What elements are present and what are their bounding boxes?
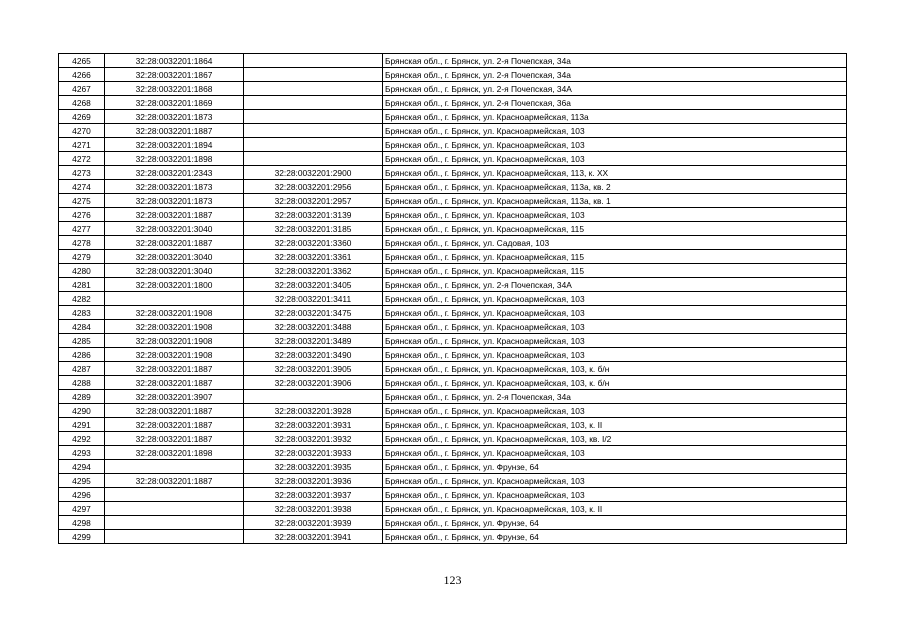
table-row (59, 292, 847, 306)
cell-cadastral-number-secondary: 32:28:0032201:3931 (244, 418, 383, 432)
table-row (59, 390, 847, 404)
cell-row-number: 4299 (59, 530, 105, 544)
cell-row-number: 4281 (59, 278, 105, 292)
cell-cadastral-number: 32:28:0032201:1869 (105, 96, 244, 110)
cell-row-number: 4275 (59, 194, 105, 208)
table-row (59, 82, 847, 96)
cell-address: Брянская обл., г. Брянск, ул. Красноармейская, 113а, кв. 2 (383, 180, 847, 194)
table-row (59, 110, 847, 124)
table-row (59, 68, 847, 82)
cell-cadastral-number-secondary: 32:28:0032201:3906 (244, 376, 383, 390)
cell-cadastral-number-secondary (244, 138, 383, 152)
cell-address: Брянская обл., г. Брянск, ул. Красноармейская, 103 (383, 348, 847, 362)
cell-cadastral-number-secondary: 32:28:0032201:3361 (244, 250, 383, 264)
cell-address: Брянская обл., г. Брянск, ул. Красноармейская, 113а (383, 110, 847, 124)
cell-cadastral-number: 32:28:0032201:1800 (105, 278, 244, 292)
cell-row-number: 4271 (59, 138, 105, 152)
cell-cadastral-number-secondary: 32:28:0032201:3489 (244, 334, 383, 348)
cell-cadastral-number: 32:28:0032201:3907 (105, 390, 244, 404)
cell-row-number: 4266 (59, 68, 105, 82)
cell-cadastral-number: 32:28:0032201:1908 (105, 320, 244, 334)
cell-row-number: 4269 (59, 110, 105, 124)
cell-cadastral-number: 32:28:0032201:1868 (105, 82, 244, 96)
table-row (59, 264, 847, 278)
cell-row-number: 4292 (59, 432, 105, 446)
cell-address: Брянская обл., г. Брянск, ул. Красноармейская, 103 (383, 404, 847, 418)
cell-row-number: 4274 (59, 180, 105, 194)
cell-row-number: 4283 (59, 306, 105, 320)
cell-address: Брянская обл., г. Брянск, ул. Красноармейская, 113, к. XX (383, 166, 847, 180)
cell-address: Брянская обл., г. Брянск, ул. Красноармейская, 103 (383, 124, 847, 138)
table-row (59, 488, 847, 502)
table-row (59, 474, 847, 488)
cell-address: Брянская обл., г. Брянск, ул. Красноармейская, 103, к. II (383, 418, 847, 432)
cell-cadastral-number: 32:28:0032201:3040 (105, 264, 244, 278)
cell-cadastral-number: 32:28:0032201:1873 (105, 180, 244, 194)
cell-cadastral-number-secondary: 32:28:0032201:3936 (244, 474, 383, 488)
table-row (59, 208, 847, 222)
cell-cadastral-number: 32:28:0032201:1873 (105, 194, 244, 208)
cell-address: Брянская обл., г. Брянск, ул. Красноармейская, 103 (383, 208, 847, 222)
cell-address: Брянская обл., г. Брянск, ул. Красноармейская, 103, к. б/н (383, 376, 847, 390)
cell-cadastral-number-secondary: 32:28:0032201:3938 (244, 502, 383, 516)
cell-cadastral-number: 32:28:0032201:1887 (105, 208, 244, 222)
cell-cadastral-number-secondary: 32:28:0032201:3937 (244, 488, 383, 502)
cell-cadastral-number-secondary: 32:28:0032201:3405 (244, 278, 383, 292)
cell-cadastral-number: 32:28:0032201:1908 (105, 334, 244, 348)
cell-address: Брянская обл., г. Брянск, ул. Красноармейская, 103, кв. I/2 (383, 432, 847, 446)
cell-cadastral-number-secondary (244, 82, 383, 96)
cell-row-number: 4287 (59, 362, 105, 376)
page-number: 123 (443, 573, 462, 587)
cell-cadastral-number-secondary (244, 124, 383, 138)
cell-row-number: 4295 (59, 474, 105, 488)
cell-cadastral-number: 32:28:0032201:1898 (105, 446, 244, 460)
cell-cadastral-number: 32:28:0032201:1887 (105, 404, 244, 418)
cell-row-number: 4296 (59, 488, 105, 502)
table-row (59, 404, 847, 418)
cell-address: Брянская обл., г. Брянск, ул. 2-я Почепская, 34а (383, 54, 847, 68)
cell-row-number: 4265 (59, 54, 105, 68)
cell-address: Брянская обл., г. Брянск, ул. Красноармейская, 115 (383, 264, 847, 278)
cell-row-number: 4279 (59, 250, 105, 264)
table-row (59, 236, 847, 250)
cell-cadastral-number: 32:28:0032201:1873 (105, 110, 244, 124)
table-row (59, 138, 847, 152)
cell-cadastral-number-secondary: 32:28:0032201:3928 (244, 404, 383, 418)
table-row (59, 376, 847, 390)
cell-cadastral-number-secondary: 32:28:0032201:3905 (244, 362, 383, 376)
table-row (59, 180, 847, 194)
table-row (59, 418, 847, 432)
cell-row-number: 4277 (59, 222, 105, 236)
cell-address: Брянская обл., г. Брянск, ул. Фрунзе, 64 (383, 516, 847, 530)
cell-address: Брянская обл., г. Брянск, ул. 2-я Почепская, 34а (383, 390, 847, 404)
cell-address: Брянская обл., г. Брянск, ул. Фрунзе, 64 (383, 530, 847, 544)
table-row (59, 96, 847, 110)
cell-cadastral-number: 32:28:0032201:1864 (105, 54, 244, 68)
cell-cadastral-number: 32:28:0032201:2343 (105, 166, 244, 180)
cell-row-number: 4282 (59, 292, 105, 306)
table-row (59, 278, 847, 292)
table-row (59, 250, 847, 264)
table-row (59, 54, 847, 68)
cell-cadastral-number-secondary: 32:28:0032201:3490 (244, 348, 383, 362)
cell-cadastral-number-secondary (244, 54, 383, 68)
cell-address: Брянская обл., г. Брянск, ул. Красноармейская, 103 (383, 320, 847, 334)
cell-row-number: 4278 (59, 236, 105, 250)
cell-row-number: 4297 (59, 502, 105, 516)
cell-cadastral-number-secondary: 32:28:0032201:3941 (244, 530, 383, 544)
cell-cadastral-number: 32:28:0032201:3040 (105, 222, 244, 236)
cell-address: Брянская обл., г. Брянск, ул. 2-я Почепская, 36а (383, 96, 847, 110)
cell-cadastral-number-secondary: 32:28:0032201:2956 (244, 180, 383, 194)
cell-cadastral-number-secondary (244, 110, 383, 124)
table-row (59, 152, 847, 166)
cell-row-number: 4294 (59, 460, 105, 474)
cell-row-number: 4267 (59, 82, 105, 96)
cell-address: Брянская обл., г. Брянск, ул. Красноармейская, 103 (383, 292, 847, 306)
cell-address: Брянская обл., г. Брянск, ул. 2-я Почепская, 34А (383, 278, 847, 292)
cell-address: Брянская обл., г. Брянск, ул. Красноармейская, 103, к. б/н (383, 362, 847, 376)
registry-table (58, 53, 847, 544)
table-row (59, 306, 847, 320)
cell-cadastral-number: 32:28:0032201:1887 (105, 362, 244, 376)
cell-address: Брянская обл., г. Брянск, ул. Фрунзе, 64 (383, 460, 847, 474)
cell-address: Брянская обл., г. Брянск, ул. Красноармейская, 103 (383, 152, 847, 166)
cell-address: Брянская обл., г. Брянск, ул. Красноармейская, 103, к. II (383, 502, 847, 516)
cell-cadastral-number-secondary: 32:28:0032201:3411 (244, 292, 383, 306)
table-row (59, 460, 847, 474)
cell-address: Брянская обл., г. Брянск, ул. Красноармейская, 103 (383, 474, 847, 488)
cell-cadastral-number: 32:28:0032201:1898 (105, 152, 244, 166)
cell-cadastral-number (105, 502, 244, 516)
table-row (59, 166, 847, 180)
cell-address: Брянская обл., г. Брянск, ул. Красноармейская, 103 (383, 306, 847, 320)
table-row (59, 348, 847, 362)
cell-cadastral-number: 32:28:0032201:1894 (105, 138, 244, 152)
cell-address: Брянская обл., г. Брянск, ул. Красноармейская, 103 (383, 446, 847, 460)
cell-cadastral-number: 32:28:0032201:1867 (105, 68, 244, 82)
table-row (59, 530, 847, 544)
table-row (59, 502, 847, 516)
cell-address: Брянская обл., г. Брянск, ул. 2-я Почепская, 34А (383, 82, 847, 96)
cell-cadastral-number (105, 488, 244, 502)
cell-cadastral-number (105, 292, 244, 306)
cell-row-number: 4268 (59, 96, 105, 110)
cell-row-number: 4293 (59, 446, 105, 460)
cell-cadastral-number-secondary (244, 96, 383, 110)
table-row (59, 362, 847, 376)
cell-cadastral-number: 32:28:0032201:1887 (105, 376, 244, 390)
cell-cadastral-number-secondary: 32:28:0032201:3939 (244, 516, 383, 530)
cell-cadastral-number-secondary: 32:28:0032201:3362 (244, 264, 383, 278)
registry-table-body (59, 54, 847, 544)
cell-address: Брянская обл., г. Брянск, ул. Красноармейская, 103 (383, 138, 847, 152)
table-row (59, 334, 847, 348)
cell-cadastral-number-secondary (244, 68, 383, 82)
cell-cadastral-number-secondary: 32:28:0032201:3139 (244, 208, 383, 222)
cell-cadastral-number: 32:28:0032201:1887 (105, 418, 244, 432)
cell-cadastral-number: 32:28:0032201:1887 (105, 124, 244, 138)
cell-cadastral-number: 32:28:0032201:3040 (105, 250, 244, 264)
table-row (59, 124, 847, 138)
table-row (59, 446, 847, 460)
cell-cadastral-number: 32:28:0032201:1887 (105, 474, 244, 488)
cell-cadastral-number-secondary: 32:28:0032201:3488 (244, 320, 383, 334)
cell-row-number: 4288 (59, 376, 105, 390)
cell-cadastral-number: 32:28:0032201:1887 (105, 432, 244, 446)
cell-row-number: 4272 (59, 152, 105, 166)
cell-cadastral-number (105, 460, 244, 474)
cell-cadastral-number-secondary: 32:28:0032201:3933 (244, 446, 383, 460)
cell-cadastral-number-secondary: 32:28:0032201:2957 (244, 194, 383, 208)
cell-cadastral-number-secondary (244, 390, 383, 404)
cell-cadastral-number-secondary: 32:28:0032201:2900 (244, 166, 383, 180)
cell-address: Брянская обл., г. Брянск, ул. Красноармейская, 115 (383, 222, 847, 236)
cell-cadastral-number: 32:28:0032201:1908 (105, 306, 244, 320)
table-row (59, 320, 847, 334)
cell-row-number: 4298 (59, 516, 105, 530)
cell-row-number: 4270 (59, 124, 105, 138)
cell-address: Брянская обл., г. Брянск, ул. 2-я Почепская, 34а (383, 68, 847, 82)
cell-row-number: 4285 (59, 334, 105, 348)
cell-cadastral-number: 32:28:0032201:1908 (105, 348, 244, 362)
table-row (59, 222, 847, 236)
table-row (59, 432, 847, 446)
cell-address: Брянская обл., г. Брянск, ул. Красноармейская, 103 (383, 488, 847, 502)
cell-cadastral-number (105, 516, 244, 530)
cell-cadastral-number-secondary (244, 152, 383, 166)
cell-cadastral-number-secondary: 32:28:0032201:3360 (244, 236, 383, 250)
cell-cadastral-number-secondary: 32:28:0032201:3932 (244, 432, 383, 446)
cell-address: Брянская обл., г. Брянск, ул. Красноармейская, 113а, кв. 1 (383, 194, 847, 208)
cell-address: Брянская обл., г. Брянск, ул. Красноармейская, 103 (383, 334, 847, 348)
cell-row-number: 4280 (59, 264, 105, 278)
cell-cadastral-number-secondary: 32:28:0032201:3475 (244, 306, 383, 320)
cell-row-number: 4291 (59, 418, 105, 432)
cell-row-number: 4286 (59, 348, 105, 362)
cell-cadastral-number-secondary: 32:28:0032201:3185 (244, 222, 383, 236)
cell-cadastral-number-secondary: 32:28:0032201:3935 (244, 460, 383, 474)
cell-row-number: 4289 (59, 390, 105, 404)
cell-row-number: 4273 (59, 166, 105, 180)
table-row (59, 194, 847, 208)
table-row (59, 516, 847, 530)
cell-cadastral-number (105, 530, 244, 544)
cell-cadastral-number: 32:28:0032201:1887 (105, 236, 244, 250)
cell-row-number: 4276 (59, 208, 105, 222)
cell-address: Брянская обл., г. Брянск, ул. Красноармейская, 115 (383, 250, 847, 264)
cell-row-number: 4290 (59, 404, 105, 418)
cell-row-number: 4284 (59, 320, 105, 334)
cell-address: Брянская обл., г. Брянск, ул. Садовая, 103 (383, 236, 847, 250)
